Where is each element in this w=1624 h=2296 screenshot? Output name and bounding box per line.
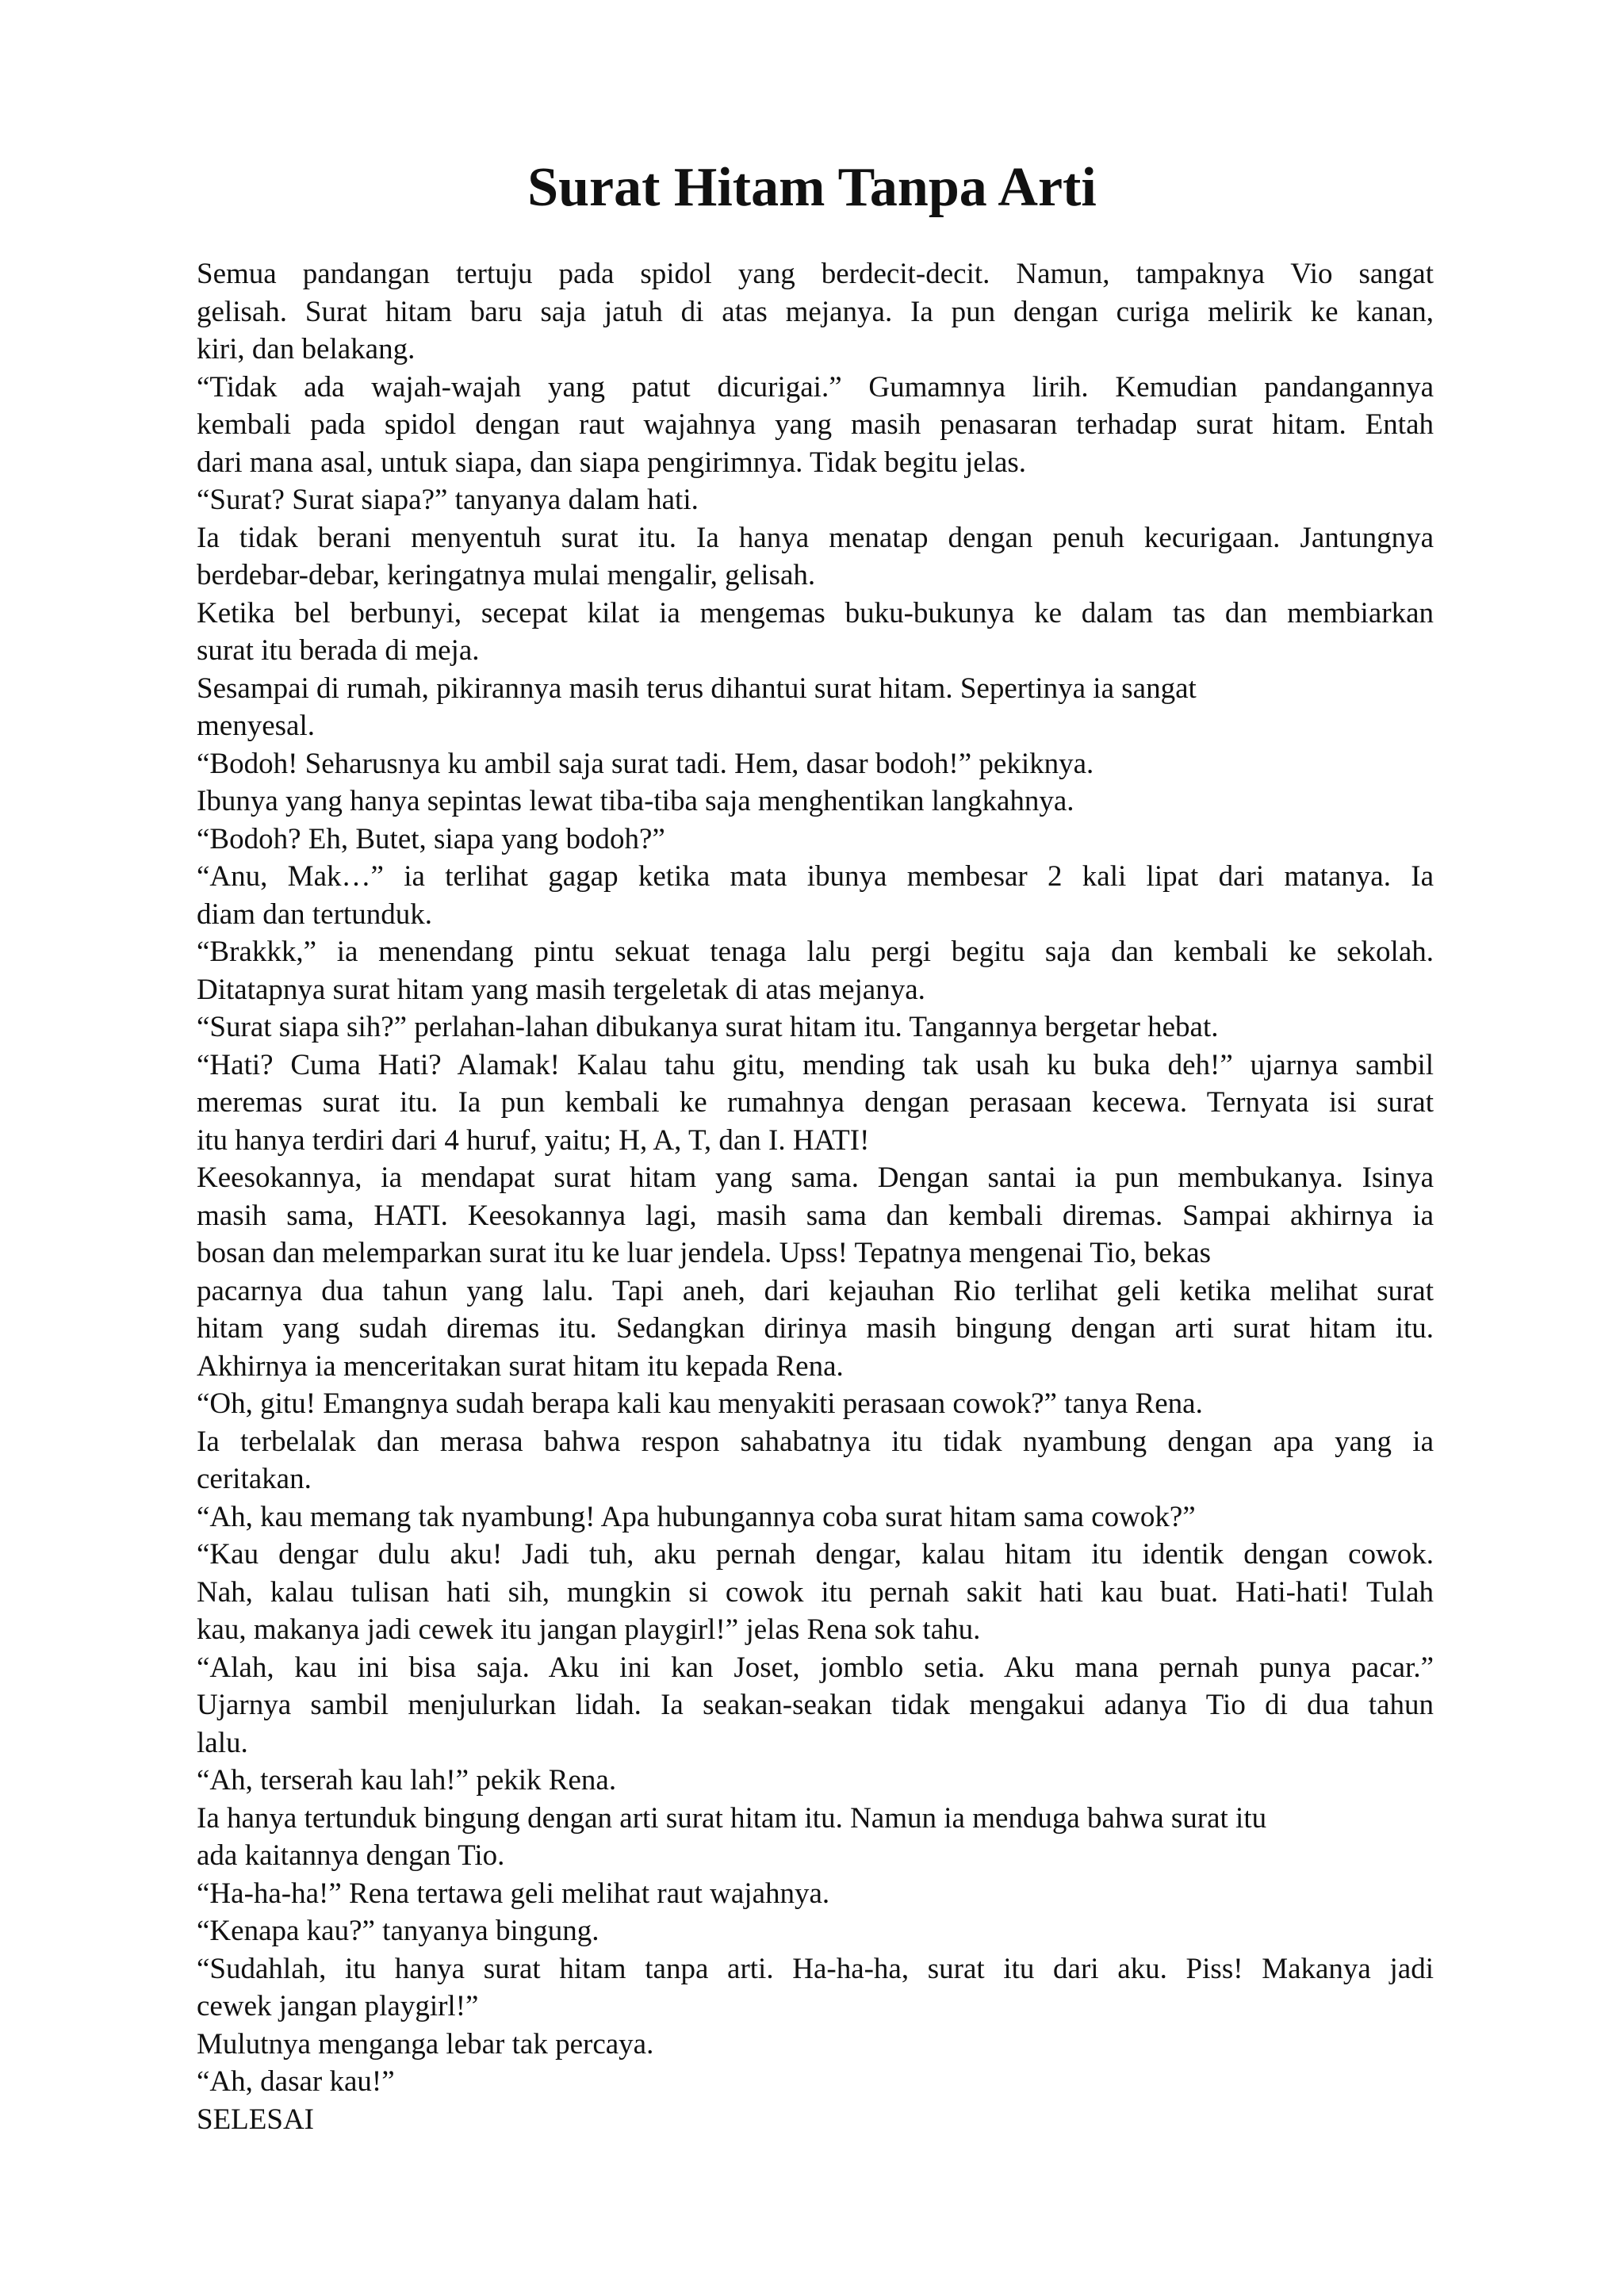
text-line: meremas surat itu. Ia pun kembali ke rumahnya dengan perasaan kecewa. Ternyata isi surat [197,1086,1434,1119]
text-line: “Ah, dasar kau!” [197,2065,395,2098]
text-line: “Bodoh! Seharusnya ku ambil saja surat tadi. Hem, dasar bodoh!” pekiknya. [197,747,1094,780]
text-line: Akhirnya ia menceritakan surat hitam itu kepada Rena. [197,1349,844,1383]
text-line: cewek jangan playgirl!” [197,1990,479,2022]
text-line: “Hati? Cuma Hati? Alamak! Kalau tahu gitu, mending tak usah ku buka deh!” ujarnya sambil [197,1048,1434,1081]
text-line: Semua pandangan tertuju pada spidol yang berdecit-decit. Namun, tampaknya Vio sangat [197,258,1434,290]
text-line: “Brakkk,” ia menendang pintu sekuat tenaga lalu pergi begitu saja dan kembali ke sekolah. [197,936,1434,968]
text-line: “Ha-ha-ha!” Rena tertawa geli melihat raut wajahnya. [197,1877,830,1910]
text-line: Ibunya yang hanya sepintas lewat tiba-tiba saja menghentikan langkahnya. [197,785,1074,817]
text-line: diam dan tertunduk. [197,897,432,931]
text-line: “Ah, terserah kau lah!” pekik Rena. [197,1764,617,1797]
text-line: “Sudahlah, itu hanya surat hitam tanpa arti. Ha-ha-ha, surat itu dari aku. Piss! Makanya jadi [197,1952,1434,1985]
text-line: “Kau dengar dulu aku! Jadi tuh, aku pernah dengar, kalau hitam itu identik dengan cowok. [197,1538,1434,1571]
text-line: surat itu berada di meja. [197,634,480,667]
text-line: Mulutnya menganga lebar tak percaya. [197,2027,654,2061]
text-line: “Surat? Surat siapa?” tanyanya dalam hati. [197,484,699,516]
text-line: Ditatapnya surat hitam yang masih tergeletak di atas mejanya. [197,973,925,1006]
text-line: menyesal. [197,710,315,742]
text-line: ceritakan. [197,1463,312,1495]
text-line: gelisah. Surat hitam baru saja jatuh di atas mejanya. Ia pun dengan curiga melirik ke kanan, [197,295,1434,328]
text-line: Ia terbelalak dan merasa bahwa respon sahabatnya itu tidak nyambung dengan apa yang ia [197,1425,1434,1458]
text-line: Ia hanya tertunduk bingung dengan arti surat hitam itu. Namun ia menduga bahwa surat itu [197,1801,1267,1835]
text-line: kiri, dan belakang. [197,333,416,365]
text-line: hitam yang sudah diremas itu. Sedangkan dirinya masih bingung dengan arti surat hitam itu. [197,1312,1434,1345]
text-line: “Alah, kau ini bisa saja. Aku ini kan Joset, jomblo setia. Aku mana pernah punya pacar.” [197,1651,1434,1684]
document-title: Surat Hitam Tanpa Arti [527,157,1097,218]
text-line: Ujarnya sambil menjulurkan lidah. Ia seakan-seakan tidak mengakui adanya Tio di dua tahun [197,1689,1434,1721]
text-line: kau, makanya jadi cewek itu jangan playgirl!” jelas Rena sok tahu. [197,1613,981,1646]
text-line: “Surat siapa sih?” perlahan-lahan dibukanya surat hitam itu. Tangannya bergetar hebat. [197,1011,1219,1043]
text-line: bosan dan melemparkan surat itu ke luar jendela. Upss! Tepatnya mengenai Tio, bekas [197,1237,1212,1269]
text-line: Ketika bel berbunyi, secepat kilat ia mengemas buku-bukunya ke dalam tas dan membiarkan [197,596,1434,629]
text-line: lalu. [197,1726,248,1759]
text-line: masih sama, HATI. Keesokannya lagi, masih sama dan kembali diremas. Sampai akhirnya ia [197,1199,1434,1232]
document-body [197,255,1434,2138]
text-line: berdebar-debar, keringatnya mulai mengalir, gelisah. [197,559,816,591]
text-line: “Oh, gitu! Emangnya sudah berapa kali kau menyakiti perasaan cowok?” tanya Rena. [197,1387,1203,1420]
text-line: kembali pada spidol dengan raut wajahnya yang masih penasaran terhadap surat hitam. Entah [197,408,1434,441]
text-line: dari mana asal, untuk siapa, dan siapa pengirimnya. Tidak begitu jelas. [197,446,1027,479]
text-line: “Tidak ada wajah-wajah yang patut dicurigai.” Gumamnya lirih. Kemudian pandangannya [197,370,1434,404]
text-line: “Ah, kau memang tak nyambung! Apa hubungannya coba surat hitam sama cowok?” [197,1500,1196,1533]
text-line: Keesokannya, ia mendapat surat hitam yang sama. Dengan santai ia pun membukanya. Isinya [197,1161,1434,1194]
text-line: SELESAI [197,2103,314,2136]
text-line: Sesampai di rumah, pikirannya masih terus dihantui surat hitam. Sepertinya ia sangat [197,672,1197,705]
text-line: pacarnya dua tahun yang lalu. Tapi aneh, dari kejauhan Rio terlihat geli ketika melihat surat [197,1274,1434,1307]
text-line: “Bodoh? Eh, Butet, siapa yang bodoh?” [197,822,665,855]
text-line: ada kaitannya dengan Tio. [197,1839,505,1872]
text-line: Ia tidak berani menyentuh surat itu. Ia hanya menatap dengan penuh kecurigaan. Jantungnya [197,521,1434,554]
text-line: “Anu, Mak…” ia terlihat gagap ketika mata ibunya membesar 2 kali lipat dari matanya. Ia [197,860,1434,893]
text-line: itu hanya terdiri dari 4 huruf, yaitu; H, A, T, dan I. HATI! [197,1123,870,1157]
text-line: “Kenapa kau?” tanyanya bingung. [197,1915,599,1947]
text-line: Nah, kalau tulisan hati sih, mungkin si cowok itu pernah sakit hati kau buat. Hati-hati! Tulah [197,1575,1434,1609]
